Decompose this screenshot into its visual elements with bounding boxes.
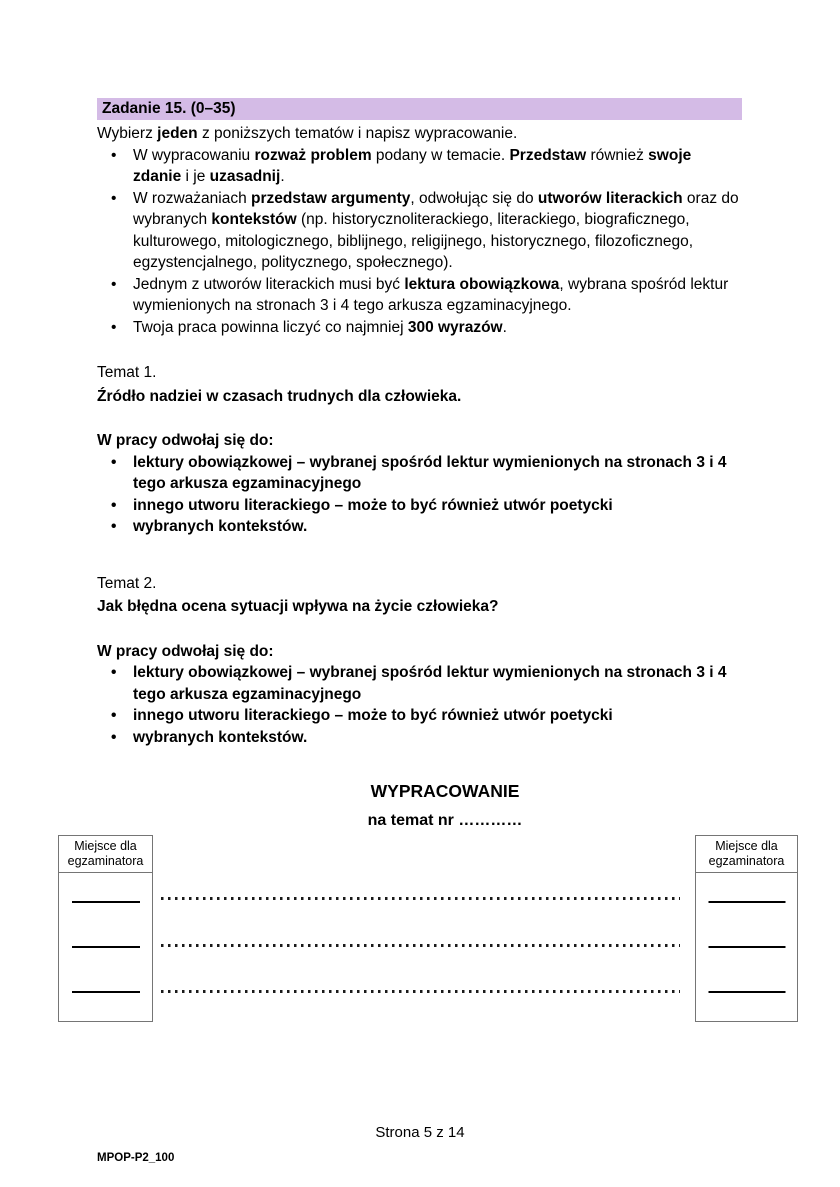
essay-topic-number-line: na temat nr ………… [367,812,523,829]
topic-2-instruction: W pracy odwołaj się do: [97,642,274,660]
examiner-score-line [72,946,140,948]
topic-1-instruction: W pracy odwołaj się do: [97,432,274,449]
task-content [97,98,742,748]
examiner-box-left [58,835,153,1022]
topic-2-bullet-3: • wybranych kontekstów. [97,727,742,749]
topic-1-label: Temat 1. [97,364,157,381]
task-bullet-list [97,145,742,339]
task-intro: Wybierz jeden z poniższych tematów i napisz wypracowanie. [97,125,518,142]
topic-1-section [97,362,742,538]
essay-writing-line [161,897,680,900]
examiner-box-right [695,835,798,1022]
topic-2-label: Temat 2. [97,574,157,592]
topic-1-bullet-1: • lektury obowiązkowej – wybranej spośród lektur wymienionych na stronach 3 i 4 tego arkusza egzaminacyjnego [97,452,742,495]
essay-writing-line [161,990,680,993]
topic-2-title: Jak błędna ocena sytuacji wpływa na życie człowieka? [97,598,499,615]
task-header-bar [97,98,742,120]
examiner-box-right-label-line1: Miejsce dla [715,839,778,853]
task-bullet-1: • W wypracowaniu rozważ problem podany w temacie. Przedstaw również swoje zdanie i je uzasadnij. [97,145,742,188]
topic-1-bullet-2: • innego utworu literackiego – może to być również utwór poetycki [97,495,742,517]
examiner-score-line [708,946,785,948]
topic-2-bullet-2: • innego utworu literackiego – może to być również utwór poetycki [97,705,742,727]
topic-1-title: Źródło nadziei w czasach trudnych dla człowieka. [97,387,462,405]
examiner-box-right-label [696,836,797,873]
topic-1-bullet-3: • wybranych kontekstów. [97,516,742,538]
topic-1-bullet-list [97,452,742,538]
topic-2-bullet-list [97,662,742,748]
examiner-score-line [708,901,785,903]
form-code: MPOP-P2_100 [97,1152,175,1164]
examiner-box-left-label-line1: Miejsce dla [74,839,137,853]
page-number: Strona 5 z 14 [375,1124,465,1141]
task-bullet-2: • W rozważaniach przedstaw argumenty, odwołując się do utworów literackich oraz do wybranych kontekstów (np. historycznoliterackiego, literackiego, biograficznego, kulturowego, mitologicznego, biblijnego, religijnego, historycznego, filozoficznego, egzystencjalnego, politycznego, społecznego). [97,188,742,274]
task-bullet-3: • Jednym z utworów literackich musi być lektura obowiązkowa, wybrana spośród lektur wymienionych na stronach 3 i 4 tego arkusza egzaminacyjnego. [97,274,742,317]
examiner-box-left-label-line2: egzaminatora [67,853,144,868]
task-header-label: Zadanie 15. (0–35) [102,100,236,117]
task-bullet-4: • Twoja praca powinna liczyć co najmniej 300 wyrazów. [97,317,742,339]
topic-2-section [97,573,742,749]
essay-title: WYPRACOWANIE [370,781,520,801]
essay-heading [368,781,523,831]
examiner-score-line [72,991,140,993]
essay-writing-line [161,944,680,947]
examiner-score-line [72,901,140,903]
topic-2-bullet-1: • lektury obowiązkowej – wybranej spośród lektur wymienionych na stronach 3 i 4 tego arkusza egzaminacyjnego [97,662,742,705]
examiner-box-right-label-line2: egzaminatora [708,853,785,868]
examiner-score-line [708,991,785,993]
examiner-box-left-label [59,836,152,873]
